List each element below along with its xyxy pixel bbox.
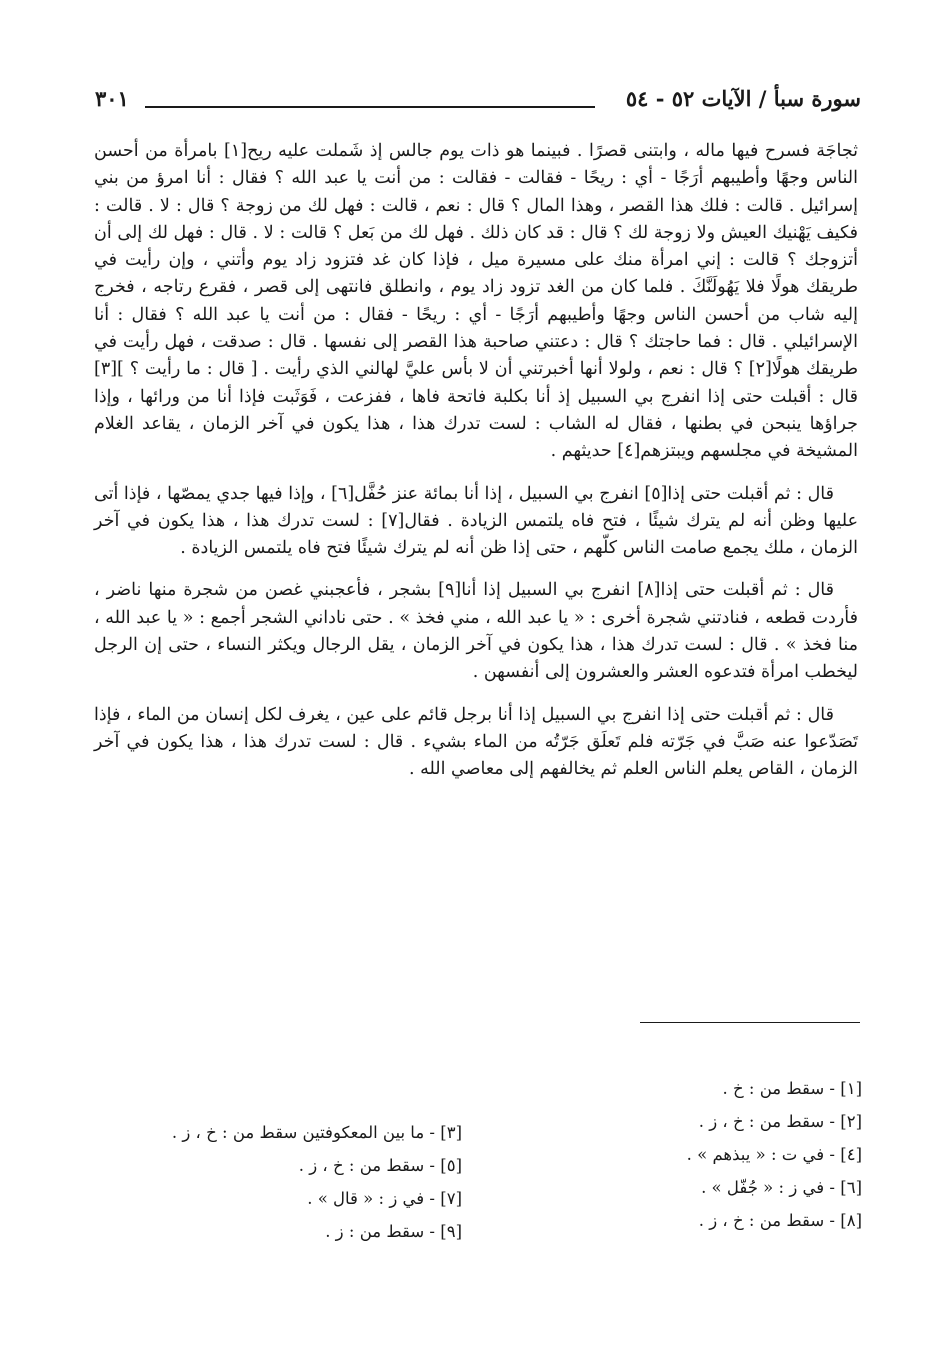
header-rule [145,106,595,108]
footnotes-left-column [172,1116,462,1248]
footnote-3: [٣] - ما بين المعكوفتين سقط من : خ ، ز . [171,1123,462,1142]
footnote-7: [٧] - في ز : « قال » . [307,1189,462,1208]
main-text [94,138,858,799]
footnote-4: [٤] - في ت : « يبذهم » . [686,1145,862,1164]
footnote-6: [٦] - في ز : « جُفّل » . [701,1178,862,1197]
running-title: سورة سبأ / الآيات ٥٢ - ٥٤ [625,86,861,111]
page-number: ٣٠١ [95,86,129,111]
footnote-1: [١] - سقط من : خ . [722,1079,862,1098]
footnote-8: [٨] - سقط من : خ ، ز . [698,1211,862,1230]
page-header [95,86,861,122]
paragraph-3: قال : ثم أقبلت حتى إذا[٨] انفرج بي السبيل إذا أنا[٩] بشجر ، فأعجبني غصن من شجرة منها ناضر ، فأردت قطعه ، فنادتني شجرة أخرى : « يا عبد الله ، مني فخذ » . حتى ناداني الشجر أجمع : « يا عبد الله ، منا فخذ » . قال : لست تدرك هذا ، هذا يكون في آخر الزمان ، يقل الرجال ويكثر النساء ، حتى إن الرجل ليخطب امرأة فتدعوه العشر والعشرون إلى أنفسهن . [94,580,858,683]
footnote-2: [٢] - سقط من : خ ، ز . [698,1112,862,1131]
footnote-5: [٥] - سقط من : خ ، ز . [298,1156,462,1175]
footnote-9: [٩] - سقط من : ز . [325,1222,462,1241]
paragraph-4: قال : ثم أقبلت حتى إذا انفرج بي السبيل إذا أنا برجل قائم على عين ، يغرف لكل إنسان من الماء ، فإذا تَصَدّعوا عنه صَبَّ في جَرّته فلم تَعلَق جَرّتُه من الماء بشيء . قال : لست تدرك هذا ، هذا يكون في آخر الزمان ، القاص يعلم الناس العلم ثم يخالفهم إلى معاصي الله . [94,704,858,780]
paragraph-2: قال : ثم أقبلت حتى إذا[٥] انفرج بي السبيل ، إذا أنا بمائة عنز حُفَّل[٦] ، وإذا فيها جدي يمصّها ، فإذا أتى عليها وظن أنه لم يترك شيئًا ، فتح فاه يلتمس الزيادة . فقال[٧] : لست تدرك هذا ، هذا يكون في آخر الزمان ، ملك يجمع صامت الناس كلّهم ، حتى إذا ظن أنه لم يترك شيئًا فتح فاه يلتمس الزيادة . [94,483,859,559]
footnotes [102,1072,862,1252]
paragraph-1: ثجاجَة فسرح فيها ماله ، وابتنى قصرًا . فبينما هو ذات يوم جالس إذ شَملت عليه ريح[١] بامرأة من أحسن الناس وجهًا وأطيبهم أرَجًا - أي : ريحًا - فقالت - فقالت : من أنت يا عبد الله ؟ فقال : أنا امرؤ من بني إسرائيل . قالت : فلك هذا القصر ، وهذا المال ؟ قال : نعم ، قالت : فهل لك من زوجة ؟ قال : لا . قالت : فكيف يَهْنيك العيش ولا زوجة لك ؟ قال : قد كان ذلك . فهل لك من بَعل ؟ قالت : لا . قال : فهل لك إلى أن أتزوجك ؟ قالت : إني امرأة منك على مسيرة ميل ، فإذا كان غد فتزود زاد يوم وأتني ، وإن رأيت في طريقك هولًا فلا يَهُولَنَّكَ . فلما كان من الغد تزود زاد يوم ، وانطلق فانتهى إلى قصر ، فقرع رتاجه ، فخرج إليه شاب من أحسن الناس وجهًا وأطيبهم أرَجًا - أي : ريحًا - فقال : من أنت يا عبد الله ؟ فقال : أنا الإسرائيلي . قال : فما حاجتك ؟ قال : دعتني صاحبة هذا القصر إلى نفسها . قال : صدقت ، فهل رأيت في طريقك هولًا[٢] ؟ قال : نعم ، ولولا أنها أخبرتني أن لا بأس عليَّ لهالني الذي رأيت . [ قال : ما رأيت ؟ ][٣] قال : أقبلت حتى إذا انفرج بي السبيل إذ أنا بكلبة فاتحة فاها ، ففزعت ، فَوَثَبت فإذا أنا من ورائها ، وإذا جراؤها ينبحن في بطنها ، فقال له الشاب : لست تدرك هذا ، هذا يكون في آخر الزمان ، يقاعد الغلام المشيخة في مجلسهم ويبتزهم[٤] حديثهم . [94,141,858,462]
footnote-separator [640,1022,860,1023]
footnotes-right-column [687,1072,862,1237]
